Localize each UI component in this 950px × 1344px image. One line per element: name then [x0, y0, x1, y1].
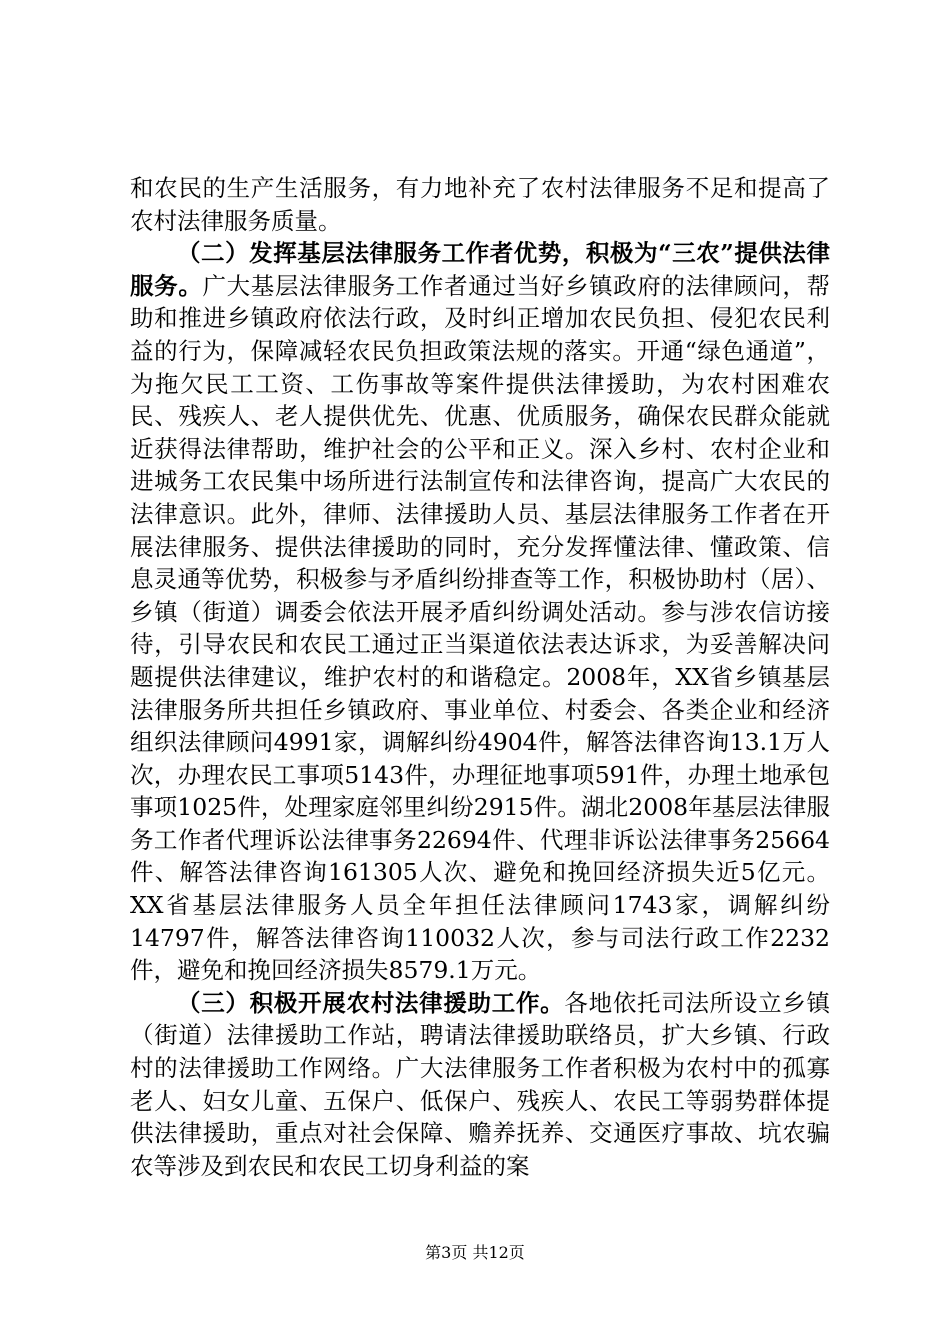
paragraph-section-2 — [130, 237, 830, 987]
page-number: 第3页 共12页 — [425, 1243, 525, 1262]
paragraph-continuation — [130, 172, 830, 237]
page-footer — [0, 1243, 950, 1263]
document-body — [130, 172, 830, 1182]
section-heading: （三）积极开展农村法律援助工作。 — [177, 988, 565, 1017]
paragraph-section-3 — [130, 987, 830, 1183]
paragraph-text: 和农民的生产生活服务，有力地补充了农村法律服务不足和提高了农村法律服务质量。 — [130, 174, 830, 235]
paragraph-text: 各地依托司法所设立乡镇（街道）法律援助工作站，聘请法律援助联络员，扩大乡镇、行政村的法律援助工作网络。广大法律服务工作者积极为农村中的孤寡老人、妇女儿童、五保户、低保户、残疾人、农民工等弱势群体提供法律援助，重点对社会保障、赡养抚养、交通医疗事故、坑农骗农等涉及到农民和农民工切身利益的案 — [130, 988, 831, 1180]
paragraph-text: 广大基层法律服务工作者通过当好乡镇政府的法律顾问，帮助和推进乡镇政府依法行政，及时纠正增加农民负担、侵犯农民利益的行为，保障减轻农民负担政策法规的落实。开通“绿色通道”，为拖欠民工工资、工伤事故等案件提供法律援助，为农村困难农民、残疾人、老人提供优先、优惠、优质服务，确保农民群众能就近获得法律帮助，维护社会的公平和正义。深入乡村、农村企业和进城务工农民集中场所进行法制宣传和法律咨询，提高广大农民的法律意识。此外，律师、法律援助人员、基层法律服务工作者在开展法律服务、提供法律援助的同时，充分发挥懂法律、懂政策、信息灵通等优势，积极参与矛盾纠纷排查等工作，积极协助村（居）、乡镇（街道）调委会依法开展矛盾纠纷调处活动。参与涉农信访接待，引导农民和农民工通过正当渠道依法表达诉求，为妥善解决问题提供法律建议，维护农村的和谐稳定。2008年，XX省乡镇基层法律服务所共担任乡镇政府、事业单位、村委会、各类企业和经济组织法律顾问4991家，调解纠纷4904件，解答法律咨询13.1万人次，办理农民工事项5143件，办理征地事项591件，办理土地承包事项1025件，处理家庭邻里纠纷2915件。湖北2008年基层法律服务工作者代理诉讼法律事务22694件、代理非诉讼法律事务25664件、解答法律咨询161305人次、避免和挽回经济损失近5亿元。XX省基层法律服务人员全年担任法律顾问1743家，调解纠纷14797件，解答法律咨询110032人次，参与司法行政工作2232件，避免和挽回经济损失8579.1万元。 — [130, 271, 831, 985]
section-heading: （二）发挥基层法律服务工作者优势，积极为“三农”提供法律服务。 — [130, 239, 830, 300]
